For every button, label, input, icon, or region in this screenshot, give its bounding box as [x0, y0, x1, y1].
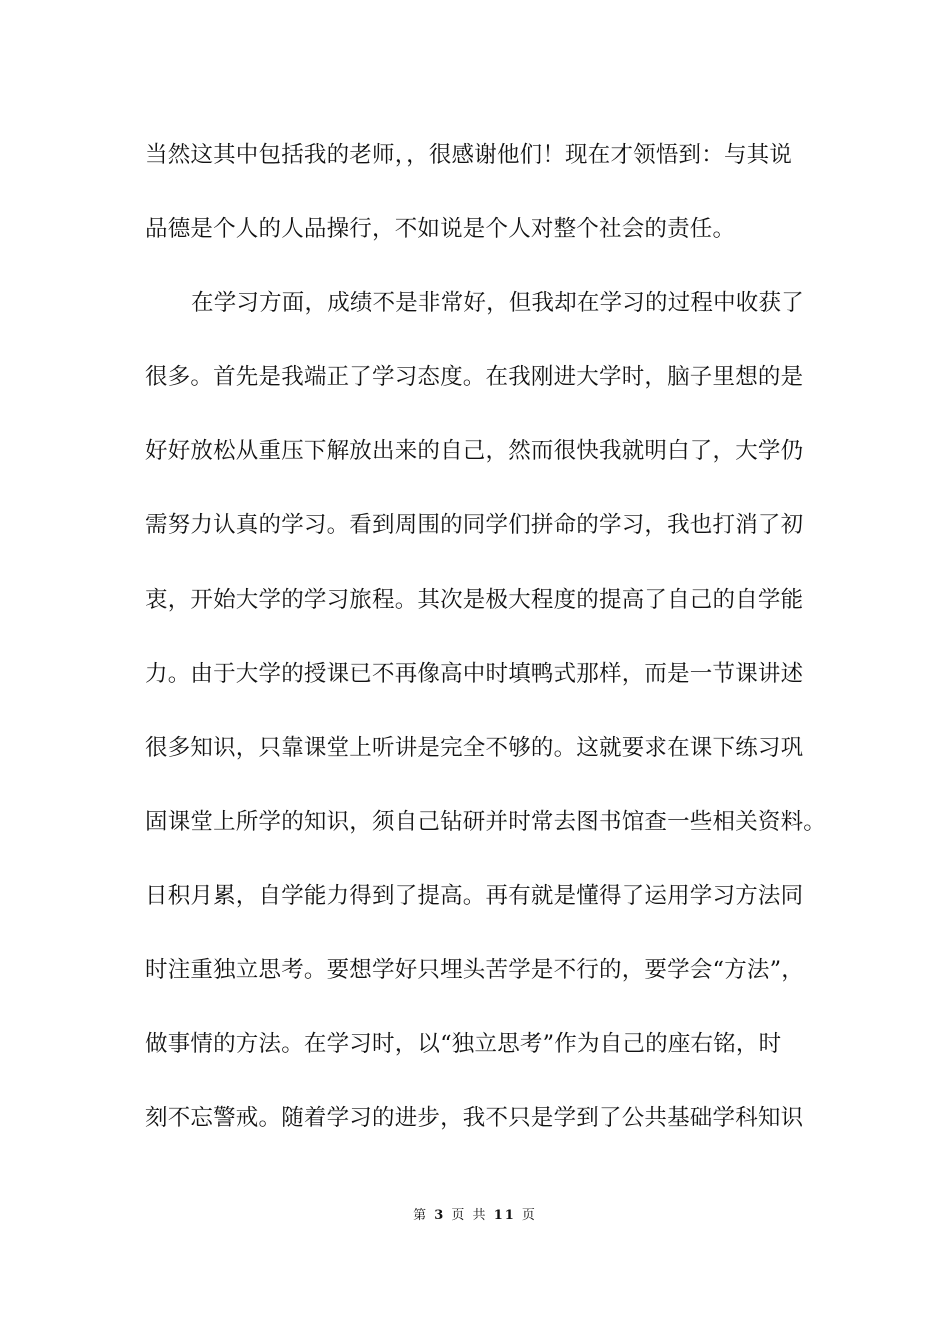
- paragraph-line-11: 日积月累，自学能力得到了提高。再有就是懂得了运用学习方法同: [145, 883, 804, 909]
- footer-middle: 页 共: [451, 1208, 488, 1223]
- footer-prefix: 第: [413, 1208, 429, 1223]
- paragraph-line-8: 力。由于大学的授课已不再像高中时填鸭式那样，而是一节课讲述: [145, 661, 804, 687]
- paragraph-line-13: 做事情的方法。在学习时，以“独立思考”作为自己的座右铭，时: [145, 1031, 782, 1057]
- paragraph-line-14: 刻不忘警戒。随着学习的进步，我不只是学到了公共基础学科知识: [145, 1105, 804, 1131]
- paragraph-line-6: 需努力认真的学习。看到周围的同学们拼命的学习，我也打消了初: [145, 512, 804, 538]
- footer-total-pages: 11: [493, 1208, 516, 1223]
- paragraph-line-1: 当然这其中包括我的老师，，很感谢他们！现在才领悟到：与其说: [145, 142, 793, 168]
- page-footer: [0, 1207, 950, 1225]
- paragraph-line-10: 固课堂上所学的知识，须自己钻研并时常去图书馆查一些相关资料。: [145, 809, 827, 835]
- paragraph-line-2: 品德是个人的人品操行，不如说是个人对整个社会的责任。: [145, 216, 736, 242]
- paragraph-line-3: 在学习方面，成绩不是非常好，但我却在学习的过程中收获了: [191, 290, 804, 316]
- footer-current-page: 3: [434, 1208, 446, 1223]
- paragraph-line-4: 很多。首先是我端正了学习态度。在我刚进大学时，脑子里想的是: [145, 364, 804, 390]
- paragraph-line-12: 时注重独立思考。要想学好只埋头苦学是不行的，要学会“方法”，: [145, 957, 805, 983]
- footer-suffix: 页: [521, 1208, 537, 1223]
- paragraph-line-9: 很多知识，只靠课堂上听讲是完全不够的。这就要求在课下练习巩: [145, 735, 804, 761]
- paragraph-line-5: 好好放松从重压下解放出来的自己，然而很快我就明白了，大学仍: [145, 438, 804, 464]
- paragraph-line-7: 衷，开始大学的学习旅程。其次是极大程度的提高了自己的自学能: [145, 587, 804, 613]
